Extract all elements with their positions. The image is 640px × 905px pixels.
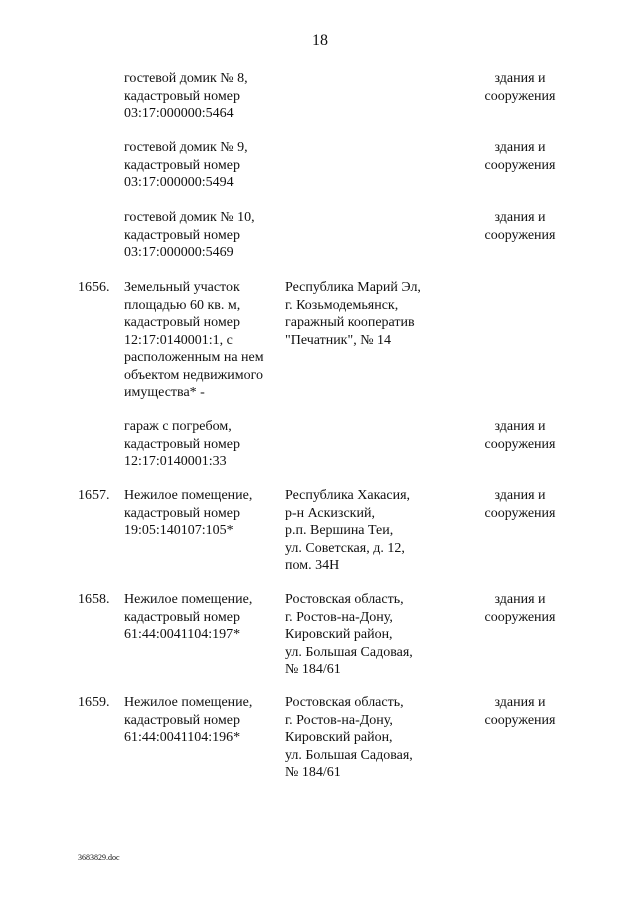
entry-description-line: площадью 60 кв. м, bbox=[124, 297, 241, 313]
entry-type-line: здания и bbox=[494, 488, 546, 503]
entry-description-line: 61:44:0041104:197* bbox=[124, 627, 241, 642]
entry-address-line: № 184/61 bbox=[285, 662, 341, 677]
entry-type-line: сооружения bbox=[484, 157, 556, 173]
entry-address-line: № 184/61 bbox=[285, 765, 341, 780]
entry-description-line: 12:17:0140001:1, с bbox=[124, 332, 233, 348]
entry-type bbox=[470, 694, 570, 729]
entry-description-line: 03:17:000000:5469 bbox=[124, 245, 234, 260]
entry-description-line: кадастровый номер bbox=[124, 157, 240, 173]
entry-description-line: кадастровый номер bbox=[124, 609, 240, 625]
entry-address-line: г. Ростов-на-Дону, bbox=[285, 712, 393, 728]
entry-address-line: "Печатник", № 14 bbox=[285, 332, 392, 348]
entry-type-line: сооружения bbox=[484, 712, 556, 728]
entry-type-line: здания и bbox=[494, 419, 546, 434]
entry-description-line: кадастровый номер bbox=[124, 436, 240, 452]
entry-type-line: сооружения bbox=[484, 609, 556, 625]
entry-description-line: 03:17:000000:5494 bbox=[124, 175, 234, 190]
entry-description-line: гостевой домик № 9, bbox=[124, 140, 248, 155]
entry-number: 1659. bbox=[78, 695, 110, 710]
entry-description bbox=[124, 487, 279, 540]
entry-type-line: здания и bbox=[494, 71, 546, 86]
entry-description-line: гостевой домик № 10, bbox=[124, 210, 255, 225]
entry-description bbox=[124, 418, 279, 471]
entry-type bbox=[470, 139, 570, 174]
entry-description-line: кадастровый номер bbox=[124, 88, 240, 104]
entry-description-line: кадастровый номер bbox=[124, 227, 240, 243]
entry-type-line: здания и bbox=[494, 592, 546, 607]
entry-number: 1658. bbox=[78, 592, 110, 607]
entry-description-line: 61:44:0041104:196* bbox=[124, 730, 241, 745]
entry-description bbox=[124, 209, 279, 262]
entry-type-line: сооружения bbox=[484, 436, 556, 452]
entry-type bbox=[470, 70, 570, 105]
entry-address-line: Ростовская область, bbox=[285, 592, 404, 607]
entry-description-line: Нежилое помещение, bbox=[124, 488, 253, 503]
entry-address-line: Кировский район, bbox=[285, 627, 393, 642]
entry-type-line: здания и bbox=[494, 140, 546, 155]
entry-description-line: расположенным на нем bbox=[124, 350, 264, 365]
entry-description-line: имущества* - bbox=[124, 385, 205, 400]
entry-type bbox=[470, 209, 570, 244]
entry-description-line: 03:17:000000:5464 bbox=[124, 106, 234, 121]
entry-address-line: пом. 34Н bbox=[285, 558, 340, 573]
entry-description-line: Земельный участок bbox=[124, 280, 240, 295]
entry-address-line: ул. Большая Садовая, bbox=[285, 644, 413, 660]
entry-address bbox=[285, 487, 445, 575]
entry-address bbox=[285, 279, 445, 349]
entry-type-line: сооружения bbox=[484, 227, 556, 243]
entry-description-line: Нежилое помещение, bbox=[124, 695, 253, 710]
entry-description-line: 19:05:140107:105* bbox=[124, 523, 234, 538]
entry-description bbox=[124, 591, 279, 644]
entry-description bbox=[124, 694, 279, 747]
entry-address bbox=[285, 694, 445, 782]
page-number: 18 bbox=[312, 32, 328, 49]
entry-description-line: кадастровый номер bbox=[124, 505, 240, 521]
entry-address-line: Республика Хакасия, bbox=[285, 488, 411, 503]
entry-address-line: г. Ростов-на-Дону, bbox=[285, 609, 393, 625]
entry-description bbox=[124, 70, 279, 123]
entry-address-line: гаражный кооператив bbox=[285, 315, 415, 330]
entry-type-line: сооружения bbox=[484, 88, 556, 104]
entry-type bbox=[470, 418, 570, 453]
entry-type-line: здания и bbox=[494, 210, 546, 225]
entry-type bbox=[470, 487, 570, 522]
entry-type-line: сооружения bbox=[484, 505, 556, 521]
entry-address bbox=[285, 591, 445, 679]
entry-type-line: здания и bbox=[494, 695, 546, 710]
entry-address-line: р.п. Вершина Теи, bbox=[285, 523, 394, 538]
entry-number: 1657. bbox=[78, 488, 110, 503]
entry-description-line: гараж с погребом, bbox=[124, 419, 232, 434]
entry-address-line: Ростовская область, bbox=[285, 695, 404, 710]
entry-address-line: ул. Советская, д. 12, bbox=[285, 540, 405, 556]
entry-description bbox=[124, 279, 279, 402]
document-filename: 3683829.doc bbox=[78, 853, 120, 862]
entry-description-line: Нежилое помещение, bbox=[124, 592, 253, 607]
entry-address-line: Кировский район, bbox=[285, 730, 393, 745]
entry-number: 1656. bbox=[78, 280, 110, 295]
entry-description-line: объектом недвижимого bbox=[124, 367, 264, 383]
entry-type bbox=[470, 591, 570, 626]
entry-address-line: ул. Большая Садовая, bbox=[285, 747, 413, 763]
entry-description-line: 12:17:0140001:33 bbox=[124, 454, 227, 469]
entry-address-line: р-н Аскизский, bbox=[285, 505, 375, 521]
entry-address-line: г. Козьмодемьянск, bbox=[285, 297, 399, 313]
entry-description-line: кадастровый номер bbox=[124, 315, 240, 330]
entry-description-line: кадастровый номер bbox=[124, 712, 240, 728]
entry-description bbox=[124, 139, 279, 192]
entry-description-line: гостевой домик № 8, bbox=[124, 71, 248, 86]
entry-address-line: Республика Марий Эл, bbox=[285, 280, 421, 295]
